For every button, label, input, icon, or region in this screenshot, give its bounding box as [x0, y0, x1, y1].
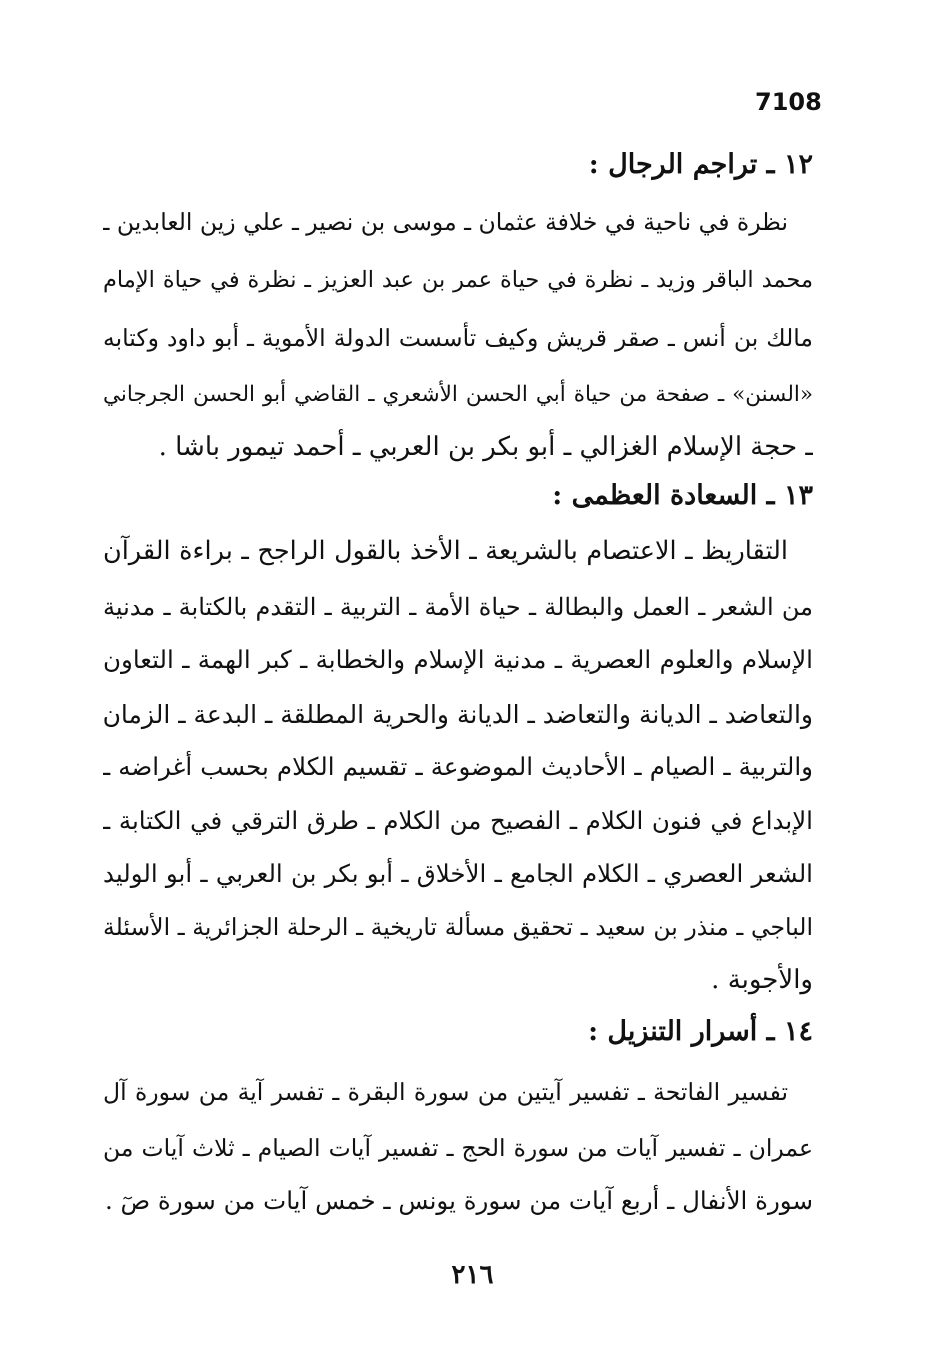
section-14-line-2: عمران ـ تفسير آيات من سورة الحج ـ تفسير آيات الصيام ـ ثلاث آيات من	[103, 1134, 813, 1162]
section-14-line-1: تفسير الفاتحة ـ تفسير آيتين من سورة البقرة ـ تفسر آية من سورة آل	[103, 1078, 788, 1106]
page-number-top: 7108	[755, 88, 822, 116]
section-13-line-7: الشعر العصري ـ الكلام الجامع ـ الأخلاق ـ أبو بكر بن العربي ـ أبو الوليد	[103, 859, 813, 888]
section-heading-14: ١٤ ـ أسرار التنزيل :	[588, 1016, 813, 1047]
section-13-line-9: والأجوبة .	[711, 965, 813, 995]
section-13-line-6: الإبداع في فنون الكلام ـ الفصيح من الكلام ـ طرق الترقي في الكتابة ـ	[103, 806, 813, 835]
page-number-bottom: ٢١٦	[451, 1260, 494, 1290]
section-13-line-5: والتربية ـ الصيام ـ الأحاديث الموضوعة ـ تقسيم الكلام بحسب أغراضه ـ	[103, 752, 813, 781]
section-12-line-4: «السنن» ـ صفحة من حياة أبي الحسن الأشعري ـ القاضي أبو الحسن الجرجاني	[103, 382, 813, 407]
section-12-line-3: مالك بن أنس ـ صقر قريش وكيف تأسست الدولة الأموية ـ أبو داود وكتابه	[103, 324, 813, 352]
section-heading-12: ١٢ ـ تراجم الرجال :	[588, 149, 813, 180]
section-14-line-3: سورة الأنفال ـ أربع آيات من سورة يونس ـ خمس آيات من سورة صٓ .	[104, 1186, 813, 1215]
section-13-line-3: الإسلام والعلوم العصرية ـ مدنية الإسلام والخطابة ـ كبر الهمة ـ التعاون	[103, 645, 813, 674]
section-heading-13: ١٣ ـ السعادة العظمى :	[552, 480, 813, 511]
section-13-line-1: التقاريظ ـ الاعتصام بالشريعة ـ الأخذ بالقول الراجح ـ براءة القرآن	[103, 536, 788, 566]
section-12-line-5: ـ حجة الإسلام الغزالي ـ أبو بكر بن العربي ـ أحمد تيمور باشا .	[158, 432, 813, 462]
section-13-line-4: والتعاضد ـ الديانة والتعاضد ـ الديانة والحرية المطلقة ـ البدعة ـ الزمان	[103, 700, 813, 729]
section-12-line-1: نظرة في ناحية في خلافة عثمان ـ موسى بن نصير ـ علي زين العابدين ـ	[103, 208, 788, 236]
section-12-line-2: محمد الباقر وزيد ـ نظرة في حياة عمر بن عبد العزيز ـ نظرة في حياة الإمام	[103, 267, 813, 293]
section-13-line-2: من الشعر ـ العمل والبطالة ـ حياة الأمة ـ التربية ـ التقدم بالكتابة ـ مدنية	[103, 593, 813, 621]
section-13-line-8: الباجي ـ منذر بن سعيد ـ تحقيق مسألة تاريخية ـ الرحلة الجزائرية ـ الأسئلة	[103, 913, 813, 941]
